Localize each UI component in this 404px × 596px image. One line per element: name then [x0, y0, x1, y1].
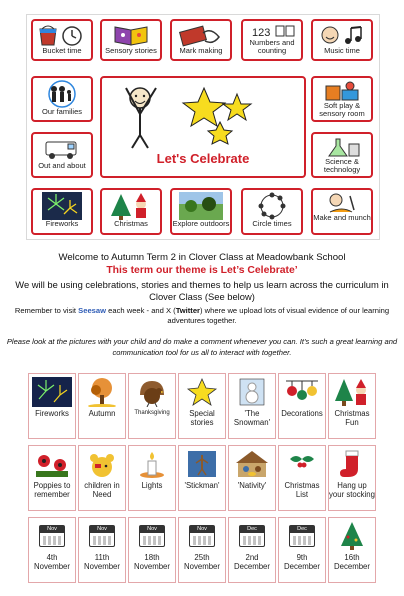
grid-cell [28, 373, 76, 439]
calendar-icon: Dec [289, 525, 315, 547]
grid-cell-label: Hang up your stocking [329, 481, 375, 499]
please-line: Please look at the pictures with your child and do make a comment whenever you can. It’s such a great learning and communication tool for us all to interact with together. [6, 337, 398, 357]
board-cell-circle-times [241, 188, 303, 235]
board-cell-our-families [31, 76, 93, 122]
board-cell-soft-play [311, 76, 373, 122]
board-cell-sensory-stories [100, 19, 162, 61]
grid-cell [178, 445, 226, 511]
grid-cell [28, 445, 76, 511]
board-cell-label: Science & technology [323, 157, 361, 174]
board-cell-label: Mark making [179, 46, 223, 55]
fireworks-icon [32, 377, 72, 407]
grid-cell [178, 373, 226, 439]
board-cell-label: Christmas [114, 219, 148, 228]
crayon-icon [175, 23, 227, 47]
grid-cell-label: Special stories [189, 409, 215, 427]
symbol-board [26, 14, 380, 240]
grid-cell [128, 445, 176, 511]
grid-cell-label: Autumn [88, 409, 116, 418]
grid-cell-label: 'Stickman' [184, 481, 220, 490]
poppies-icon [32, 449, 72, 479]
board-cell-christmas [100, 188, 162, 235]
numbers-123-icon [246, 23, 298, 39]
board-cell-out-about [31, 132, 93, 178]
remember-text-a: Remember to visit [14, 306, 79, 315]
christmas-tree-santa-icon [105, 192, 157, 220]
grid-cell-label: children in Need [84, 481, 120, 499]
grid-cell [128, 373, 176, 439]
autumn-tree-icon [82, 377, 122, 407]
theme-line: This term our theme is Let’s Celebrate’ [106, 265, 298, 276]
board-cell-label: Explore outdoors [172, 219, 230, 228]
star-icon [182, 377, 222, 407]
grid-date-cell [28, 517, 76, 583]
board-cell-numbers-counting [241, 19, 303, 61]
van-icon [36, 136, 88, 162]
nativity-icon [232, 449, 272, 479]
board-cell-label: Numbers and counting [249, 38, 295, 55]
grid-date-label: 25th November [184, 553, 220, 571]
grid-date-label: 11th November [84, 553, 120, 571]
grid-date-label: 16th December [334, 553, 370, 571]
grid-date-cell [228, 517, 276, 583]
intro-line: We will be using celebrations, stories and themes to help us learn across the curriculum in Clover Class (See below) [15, 279, 389, 302]
grid-cell [78, 445, 126, 511]
family-icon [36, 80, 88, 108]
board-cell-label: Make and munch [313, 213, 371, 222]
calendar-icon: Dec [239, 525, 265, 547]
science-icon [316, 136, 368, 158]
grid-cell [278, 373, 326, 439]
grid-cell [228, 373, 276, 439]
board-cell-mark-making [170, 19, 232, 61]
christmas-tree-icon [332, 521, 372, 551]
stickman-book-icon [182, 449, 222, 479]
grid-date-cell [178, 517, 226, 583]
celebrating-person-stars-icon [102, 80, 304, 150]
lets-celebrate-title: Let's Celebrate [156, 151, 250, 166]
board-cell-explore-outdoors [170, 188, 232, 235]
board-cell-make-munch [311, 188, 373, 235]
grid-cell-label: Fireworks [35, 409, 69, 418]
calendar-icon: Nov [89, 525, 115, 547]
stocking-icon [332, 449, 372, 479]
baubles-icon [282, 377, 322, 407]
board-cell-label: Bucket time [42, 46, 82, 55]
grid-date-label: 18th November [134, 553, 170, 571]
board-cell-science-technology [311, 132, 373, 178]
pudsey-icon [82, 449, 122, 479]
grid-date-label: 9th December [284, 553, 320, 571]
cooking-icon [316, 192, 368, 214]
calendar-icon: Nov [139, 525, 165, 547]
board-cell-label: Our families [41, 107, 82, 116]
seesaw-link[interactable]: Seesaw [78, 306, 107, 315]
board-cell-label: Fireworks [45, 219, 79, 228]
board-cell-label: Circle times [252, 219, 292, 228]
grid-cell-label: 'The Snowman' [233, 409, 271, 427]
board-cell-fireworks [31, 188, 93, 235]
board-cell-label: Soft play & sensory room [319, 101, 365, 118]
grid-date-cell [128, 517, 176, 583]
christmas-tree-santa-icon [332, 377, 372, 407]
lets-celebrate-panel [100, 76, 306, 178]
grid-cell-label: Decorations [281, 409, 323, 418]
board-cell-label: Sensory stories [105, 46, 157, 55]
outdoors-icon [175, 192, 227, 220]
svg-text:123: 123 [252, 27, 271, 39]
candle-icon [132, 449, 172, 479]
grid-cell-label: Christmas List [284, 481, 320, 499]
grid-cell-label: Christmas Fun [334, 409, 370, 427]
grid-cell [228, 445, 276, 511]
remember-line [6, 306, 398, 326]
grid-cell [328, 373, 376, 439]
twitter-link[interactable]: Twitter [175, 306, 201, 315]
snowman-book-icon [232, 377, 272, 407]
turkey-icon [132, 377, 172, 407]
grid-date-label: 4th November [34, 553, 70, 571]
grid-cell [328, 445, 376, 511]
grid-cell-label: 'Nativity' [237, 481, 267, 490]
welcome-line: Welcome to Autumn Term 2 in Clover Class at Meadowbank School [58, 252, 346, 263]
grid-date-cell [278, 517, 326, 583]
music-notes-icon [316, 23, 368, 47]
grid-cell [78, 373, 126, 439]
sensory-book-icon [105, 23, 157, 47]
grid-date-cell [78, 517, 126, 583]
grid-cell-label: Lights [141, 481, 163, 490]
grid-cell [278, 445, 326, 511]
board-cell-bucket-time [31, 19, 93, 61]
board-cell-label: Music time [324, 46, 360, 55]
grid-cell-label: Thanksgiving [134, 410, 170, 416]
term-calendar-grid [28, 373, 380, 583]
board-cell-music-time [311, 19, 373, 61]
calendar-icon: Nov [39, 525, 65, 547]
calendar-icon: Nov [189, 525, 215, 547]
circle-time-icon [246, 192, 298, 220]
remember-text-b: each week - and X ( [106, 306, 176, 315]
holly-list-icon [282, 449, 322, 479]
grid-date-cell [328, 517, 376, 583]
grid-date-label: 2nd December [234, 553, 270, 571]
grid-cell-label: Poppies to remember [33, 481, 71, 499]
soft-play-icon [316, 80, 368, 102]
board-cell-label: Out and about [38, 161, 86, 170]
fireworks-icon [36, 192, 88, 220]
remember-text-c: ) where we upload lots of visual evidence of our learning adventures together. [167, 306, 390, 325]
bucket-clock-icon [36, 23, 88, 47]
